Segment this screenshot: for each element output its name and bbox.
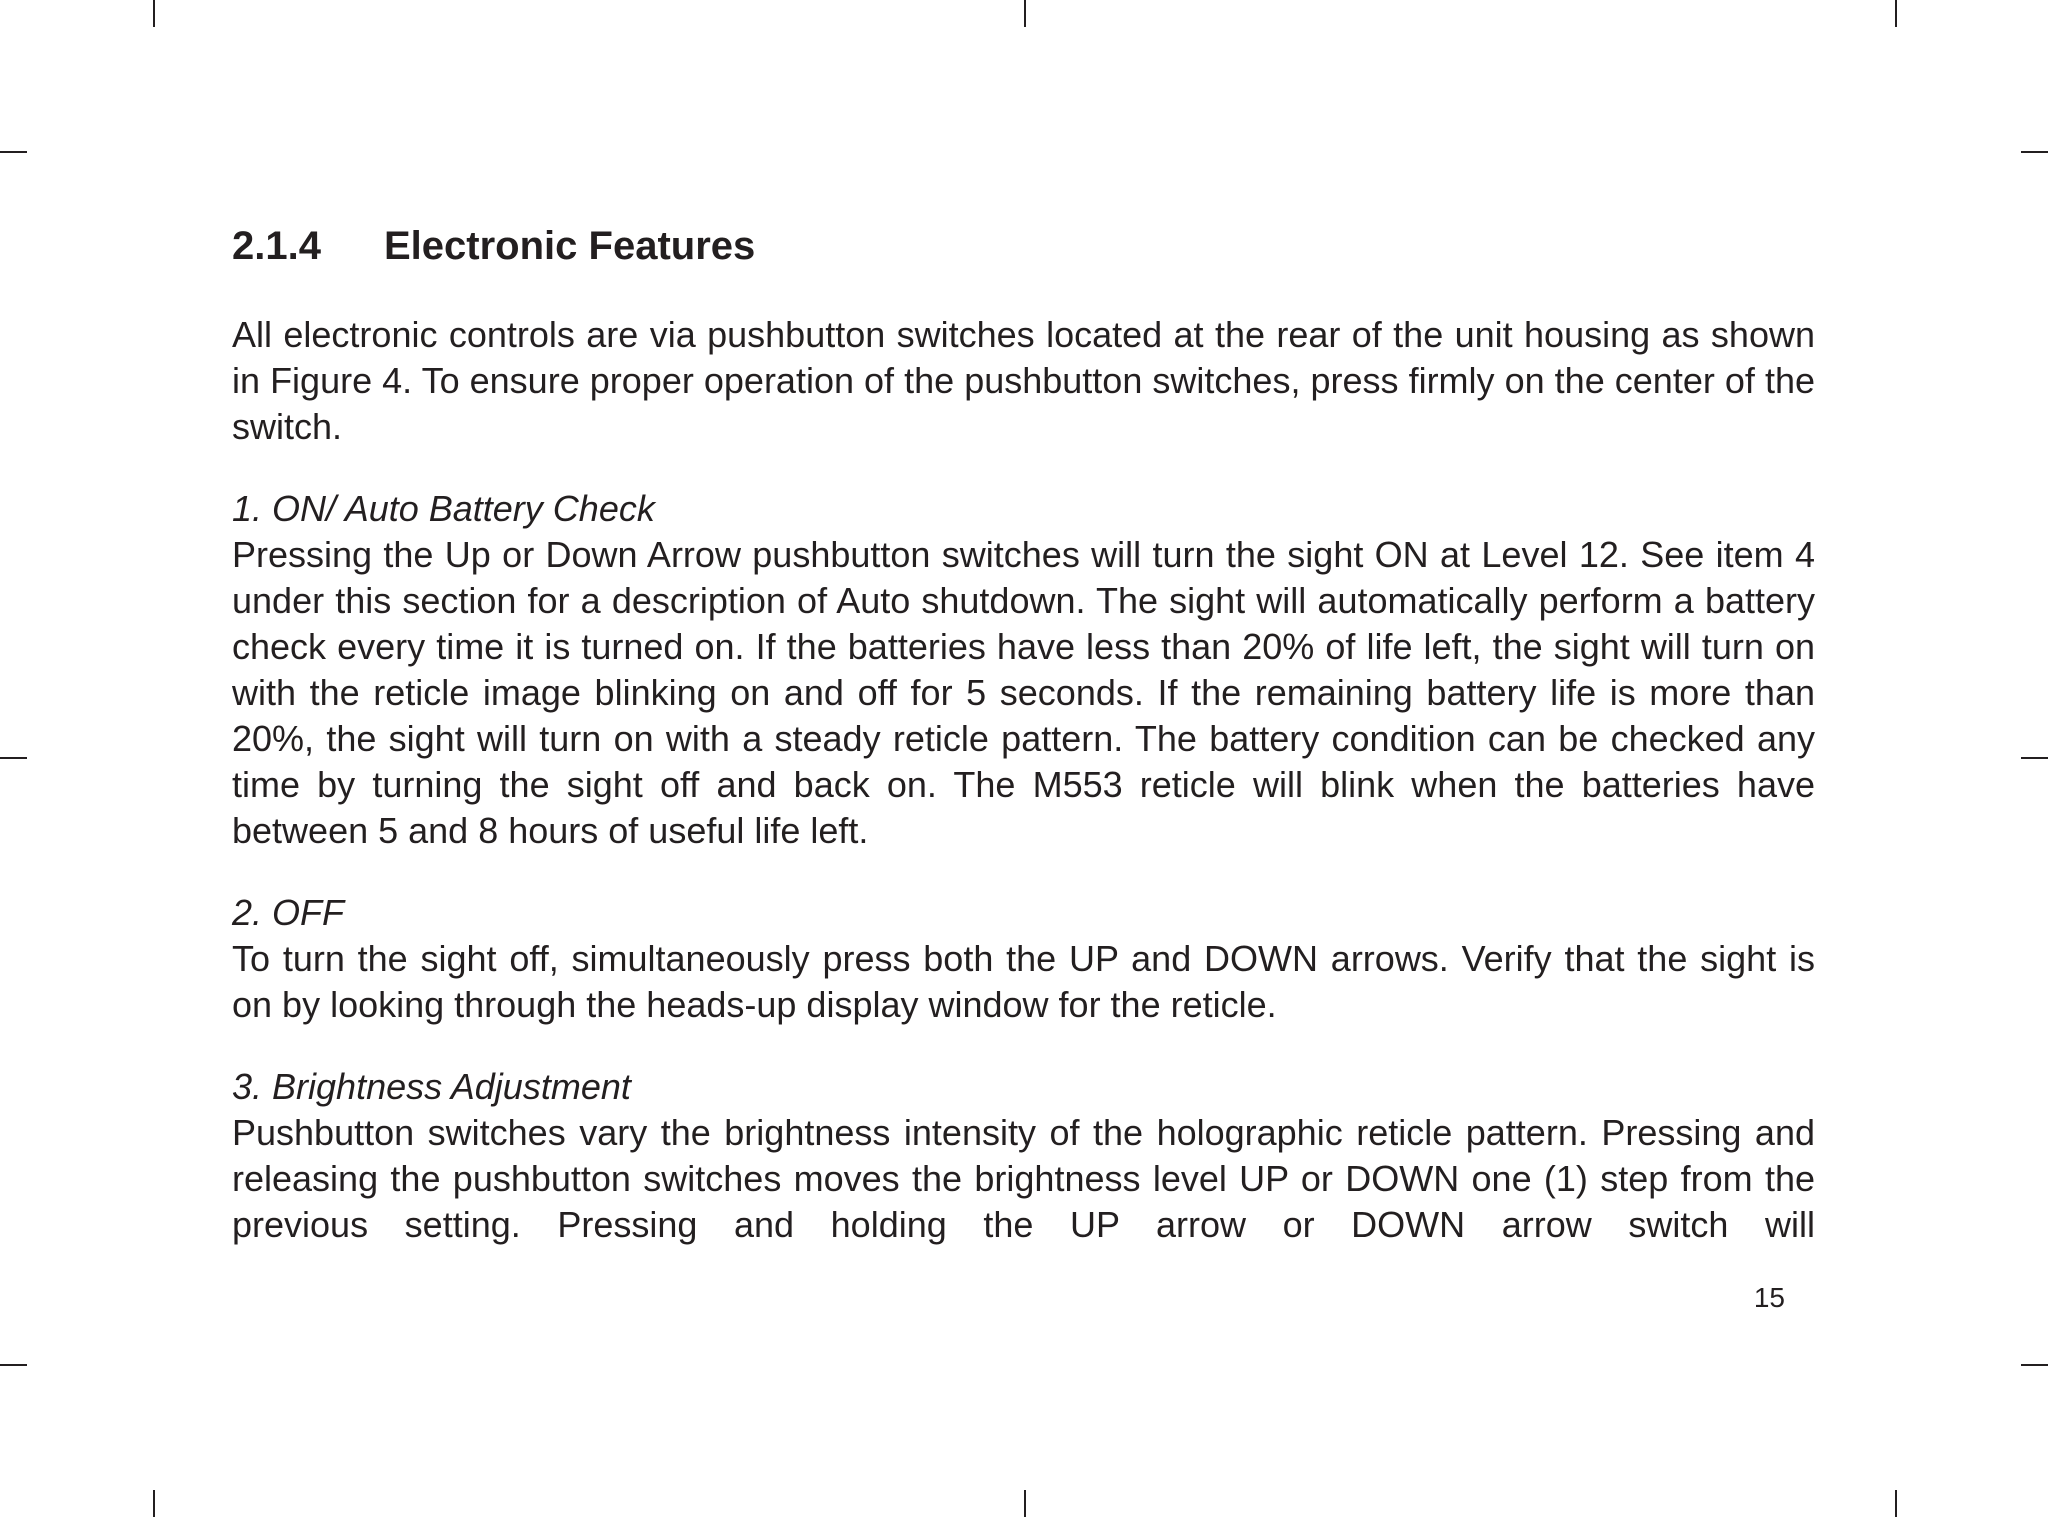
- item-body: Pressing the Up or Down Arrow pushbutton switches will turn the sight ON at Level 12. See item 4 under this section for a description of Auto shutdown. The sight will automatically perform a battery check every time it is turned on. If the batteries have less than 20% of life left, the sight will turn on with the reticle image blinking on and off for 5 seconds. If the remaining battery life is more than 20%, the sight will turn on with a steady reticle pattern. The battery condition can be checked any time by turning the sight off and back on. The M553 reticle will blink when the batteries have between 5 and 8 hours of useful life left.: [232, 534, 1815, 851]
- item-on-auto-battery-check: [232, 486, 1815, 854]
- crop-mark-left-middle: [0, 757, 27, 759]
- section-number: 2.1.4: [232, 224, 321, 268]
- crop-mark-right-top: [2021, 151, 2048, 153]
- item-body: To turn the sight off, simultaneously press both the UP and DOWN arrows. Verify that the sight is on by looking through the heads-up display window for the reticle.: [232, 938, 1815, 1025]
- section-title: Electronic Features: [384, 224, 756, 268]
- crop-mark-right-bottom: [2021, 1364, 2048, 1366]
- section-heading: [232, 222, 1815, 270]
- crop-mark-top-right: [1895, 0, 1897, 27]
- item-off: [232, 890, 1815, 1028]
- crop-mark-left-bottom: [0, 1364, 27, 1366]
- crop-mark-right-middle: [2021, 757, 2048, 759]
- item-brightness-adjustment: [232, 1064, 1815, 1248]
- crop-mark-left-top: [0, 151, 27, 153]
- page-number: 15: [1753, 1282, 1785, 1313]
- crop-mark-bottom-right: [1895, 1490, 1897, 1517]
- intro-paragraph: All electronic controls are via pushbutton switches located at the rear of the unit housing as shown in Figure 4. To ensure proper operation of the pushbutton switches, press firmly on the center of the switch.: [232, 314, 1815, 447]
- crop-mark-top-center: [1024, 0, 1026, 27]
- page-content: [232, 222, 1815, 1248]
- item-title: 2. OFF: [232, 892, 345, 933]
- crop-mark-top-left: [153, 0, 155, 27]
- crop-mark-bottom-center: [1024, 1490, 1026, 1517]
- item-body: Pushbutton switches vary the brightness intensity of the holographic reticle pattern. Pressing and releasing the pushbutton switches moves the brightness level UP or DOWN one (1) step from the previous setting. Pressing and holding the UP arrow or DOWN arrow switch will: [232, 1112, 1815, 1245]
- crop-mark-bottom-left: [153, 1490, 155, 1517]
- item-title: 3. Brightness Adjustment: [232, 1066, 631, 1107]
- item-title: 1. ON/ Auto Battery Check: [232, 488, 655, 529]
